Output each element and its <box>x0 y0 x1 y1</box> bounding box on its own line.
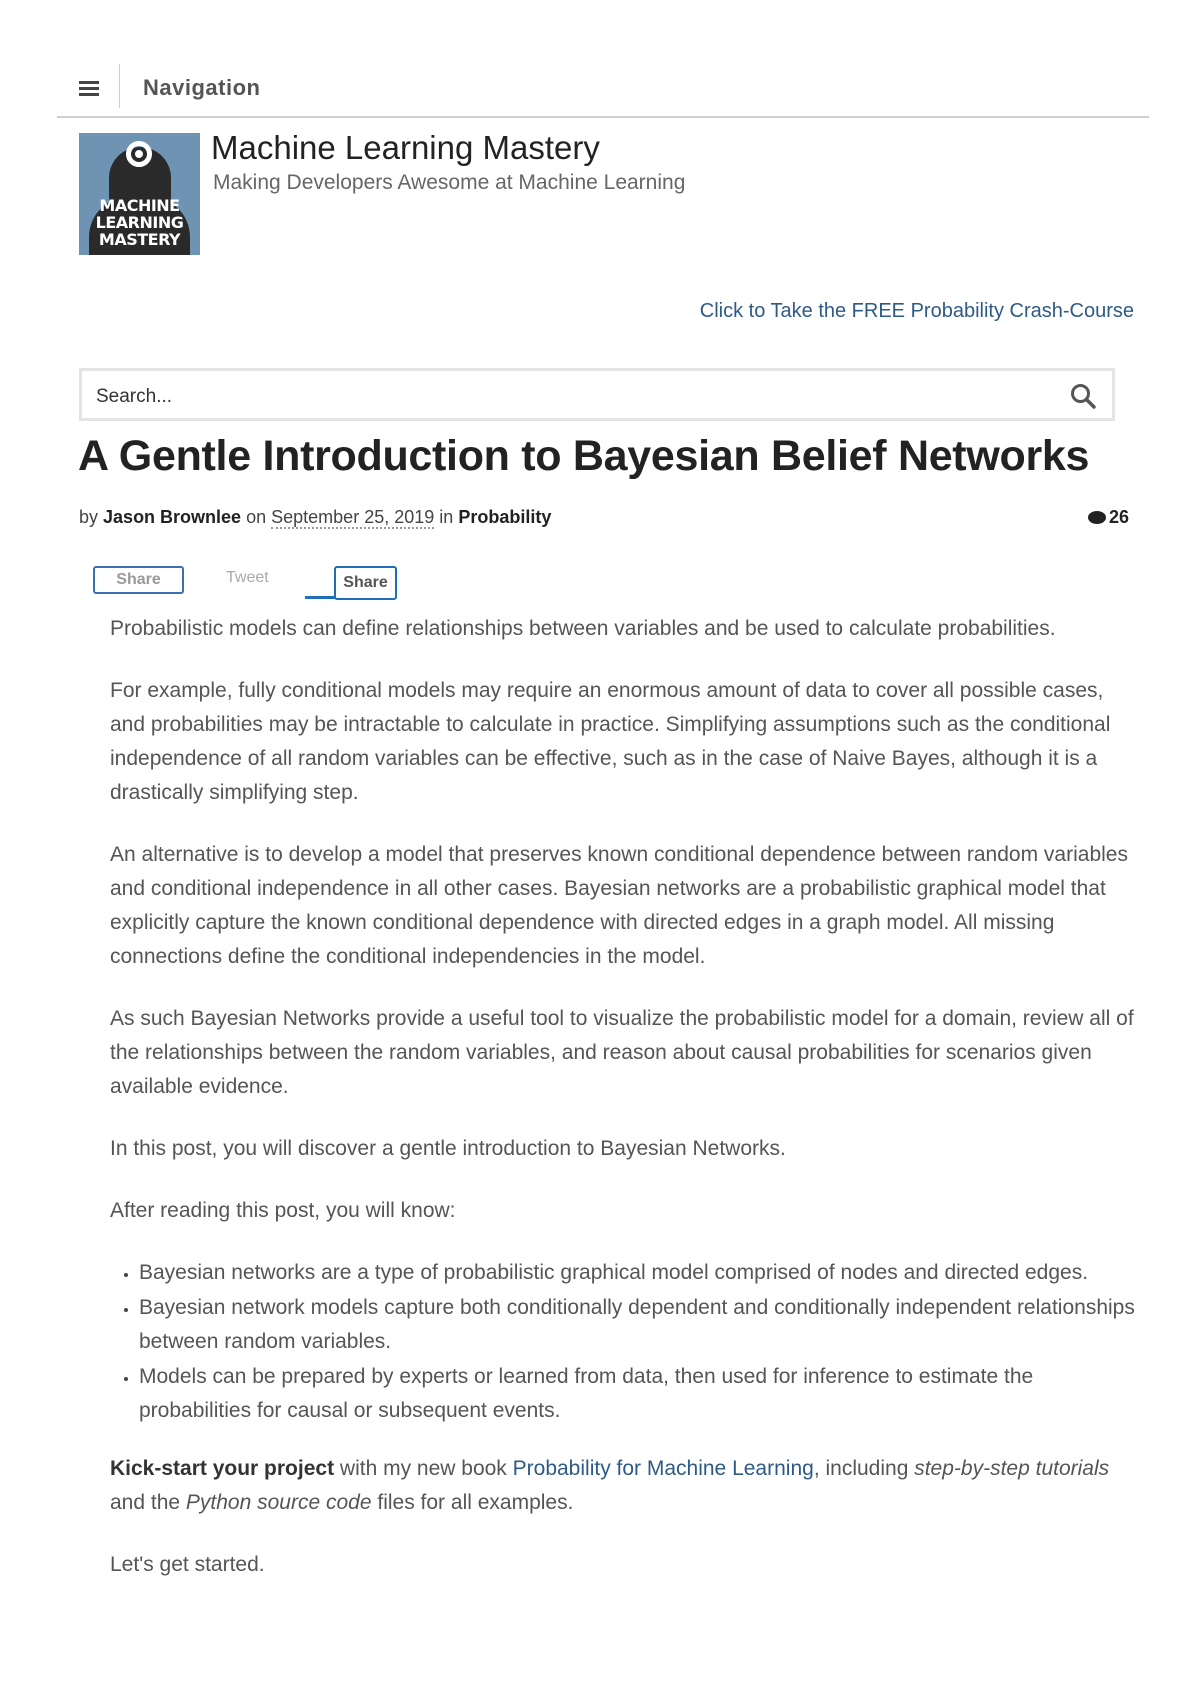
navigation-label[interactable]: Navigation <box>143 75 261 100</box>
learning-outcomes-list <box>110 1256 1140 1428</box>
comments-link[interactable] <box>1088 507 1129 528</box>
list-item: • Bayesian networks are a type of probabilistic graphical model comprised of nodes and directed edges. <box>139 1256 1140 1290</box>
logo-text-line: LEARNING <box>95 213 184 232</box>
list-item: • Models can be prepared by experts or learned from data, then used for inference to estimate the probabilities for causal or subsequent events. <box>139 1360 1140 1428</box>
paragraph: An alternative is to develop a model that preserves known conditional dependence between random variables and conditional independence in all other cases. Bayesian networks are a probabilistic graphical model that explicitly capture the known conditional dependence with directed edges in a graph model. All missing connections define the conditional independencies in the model. <box>110 843 1128 968</box>
logo-text-line: MASTERY <box>98 230 181 249</box>
category-link[interactable]: Probability <box>458 507 552 527</box>
kickstart-text: with my new book <box>334 1457 513 1480</box>
search-input[interactable] <box>94 381 998 413</box>
list-item: • Bayesian network models capture both conditionally dependent and conditionally independent relationships between random variables. <box>139 1291 1140 1359</box>
meta-by: by <box>79 507 99 527</box>
kickstart-text: , including <box>813 1457 915 1480</box>
publish-date: September 25, 2019 <box>271 507 435 527</box>
article-content <box>110 612 1140 1610</box>
search-box <box>79 368 1115 421</box>
comment-bubble-icon <box>1088 511 1106 524</box>
kickstart-text: files for all examples. <box>371 1491 574 1514</box>
site-logo[interactable] <box>79 133 200 255</box>
search-icon[interactable] <box>1070 383 1096 409</box>
kickstart-emphasis: Python source code <box>185 1491 372 1514</box>
site-title[interactable]: Machine Learning Mastery <box>211 129 600 166</box>
comment-count: 26 <box>1108 507 1129 527</box>
site-tagline: Making Developers Awesome at Machine Learning <box>213 171 686 194</box>
top-navigation-bar <box>57 62 1149 118</box>
paragraph: In this post, you will discover a gentle introduction to Bayesian Networks. <box>110 1137 786 1160</box>
share-button-accent <box>305 596 335 599</box>
facebook-share-button[interactable]: Share <box>93 566 184 594</box>
kickstart-paragraph <box>110 1452 1140 1520</box>
paragraph: Probabilistic models can define relationships between variables and be used to calculate probabilities. <box>110 617 1056 640</box>
crash-course-link[interactable]: Click to Take the FREE Probability Crash-Course <box>699 300 1134 322</box>
paragraph: After reading this post, you will know: <box>110 1199 456 1222</box>
kickstart-emphasis: step-by-step tutorials <box>914 1457 1110 1480</box>
closing-paragraph: Let's get started. <box>110 1553 265 1576</box>
hamburger-menu-icon[interactable] <box>79 81 99 97</box>
logo-text-line: MACHINE <box>99 196 180 215</box>
nav-divider <box>119 64 120 108</box>
logo-text <box>79 197 200 248</box>
kickstart-text: and the <box>110 1491 186 1514</box>
paragraph: For example, fully conditional models may require an enormous amount of data to cover all possible cases, and probabilities may be intractable to calculate in practice. Simplifying assumptions such as the conditional independence of all random variables can be effective, such as in the case of Naive Bayes, although it is a drastically simplifying step. <box>110 679 1111 804</box>
meta-on: on <box>246 507 267 527</box>
meta-in: in <box>439 507 454 527</box>
book-link[interactable]: Probability for Machine Learning <box>512 1457 814 1480</box>
article-title: A Gentle Introduction to Bayesian Belief Networks <box>78 432 1090 480</box>
gear-center <box>135 150 143 158</box>
kickstart-strong: Kick-start your project <box>110 1457 335 1480</box>
author-link[interactable]: Jason Brownlee <box>103 507 242 527</box>
paragraph: As such Bayesian Networks provide a useful tool to visualize the probabilistic model for a domain, review all of the relationships between the random variables, and reason about causal probabilities for scenarios given available evidence. <box>110 1007 1134 1098</box>
article-meta <box>79 507 1129 528</box>
tweet-button[interactable]: Tweet <box>226 569 269 586</box>
social-share-row <box>93 566 413 600</box>
linkedin-share-button[interactable]: Share <box>334 566 397 600</box>
